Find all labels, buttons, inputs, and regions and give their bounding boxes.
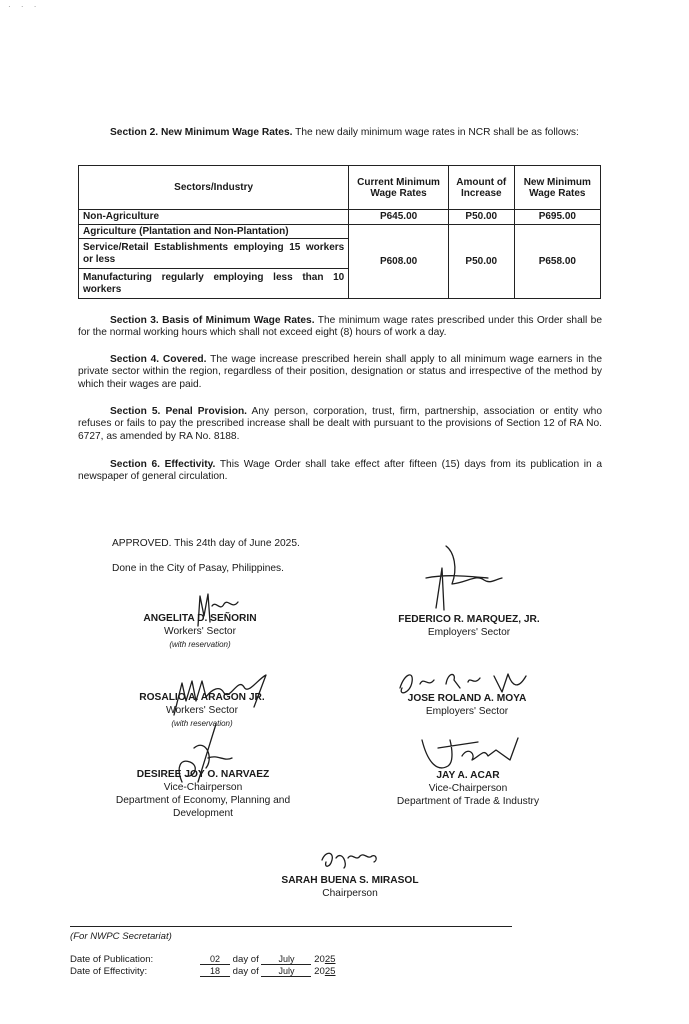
cell-manufacturing: Manufacturing regularly employing less than 10 workers xyxy=(79,269,349,299)
acar-name: JAY A. ACAR xyxy=(436,770,500,781)
publication-day: 02 xyxy=(200,954,230,965)
mirasol-role: Chairperson xyxy=(322,888,378,899)
cell-non-agri-current: P645.00 xyxy=(349,210,449,225)
publication-day-of: day of xyxy=(232,954,259,965)
senorin-name: ANGELITA D. SEÑORIN xyxy=(143,613,257,624)
narvaez-dept-line2: Development xyxy=(172,808,234,819)
header-current-rates: Current Minimum Wage Rates xyxy=(349,166,449,210)
effectivity-year-suffix: 25 xyxy=(324,966,336,977)
senorin-note: (with reservation) xyxy=(169,640,231,649)
effectivity-label: Date of Effectivity: xyxy=(70,966,148,977)
section-6-paragraph xyxy=(78,459,602,484)
effectivity-day: 18 xyxy=(200,966,230,977)
wage-rates-table xyxy=(78,165,601,299)
senorin-role: Workers' Sector xyxy=(164,626,236,637)
publication-date-row xyxy=(70,954,336,965)
section-2-text: The new daily minimum wage rates in NCR shall be as follows: xyxy=(292,127,579,138)
section-3-text: The minimum wage rates prescribed under this Order shall be for the normal working hours which shall not exceed eight (8) hours of work a day. xyxy=(78,315,602,339)
section-5-heading: Section 5. Penal Provision. xyxy=(110,406,247,417)
cell-agriculture: Agriculture (Plantation and Non-Plantation) xyxy=(79,224,349,239)
section-2-heading: Section 2. New Minimum Wage Rates. xyxy=(110,127,293,138)
scan-marks: · · · xyxy=(8,2,41,11)
effectivity-date-row xyxy=(70,966,336,977)
publication-year-prefix: 20 xyxy=(314,954,325,965)
footer-divider xyxy=(70,926,512,927)
approved-line: APPROVED. This 24th day of June 2025. xyxy=(112,538,300,549)
table-row-non-agriculture xyxy=(79,210,601,225)
publication-label: Date of Publication: xyxy=(70,954,154,965)
mirasol-name: SARAH BUENA S. MIRASOL xyxy=(281,875,419,886)
cell-non-agri-new: P695.00 xyxy=(514,210,600,225)
header-new-rates: New Minimum Wage Rates xyxy=(514,166,600,210)
cell-group2-current: P608.00 xyxy=(349,224,449,299)
publication-year-suffix: 25 xyxy=(324,954,336,965)
effectivity-year-prefix: 20 xyxy=(314,966,325,977)
narvaez-dept-line1: Department of Economy, Planning and xyxy=(115,795,291,806)
acar-dept: Department of Trade & Industry xyxy=(396,796,540,807)
moya-handwritten-text: Jose Roland A. Moya xyxy=(394,666,404,667)
narvaez-role: Vice-Chairperson xyxy=(163,782,243,793)
section-3-paragraph xyxy=(78,315,602,340)
section-3-heading: Section 3. Basis of Minimum Wage Rates. xyxy=(110,315,315,326)
narvaez-name: DESIREE JOY O. NARVAEZ xyxy=(136,769,270,780)
marquez-signature xyxy=(406,538,506,620)
cell-group2-increase: P50.00 xyxy=(448,224,514,299)
section-4-text: The wage increase prescribed herein shall apply to all minimum wage earners in the private sector within the region, regardless of their position, designation or status and irrespective of the method by which their wages are paid. xyxy=(78,354,602,390)
aragon-name: ROSALIO A. ARAGON JR. xyxy=(139,692,265,703)
cell-non-agriculture: Non-Agriculture xyxy=(79,210,349,225)
mirasol-signature xyxy=(314,846,384,876)
secretariat-note: (For NWPC Secretariat) xyxy=(70,931,172,942)
marquez-role: Employers' Sector xyxy=(427,627,511,638)
publication-month: July xyxy=(261,954,311,965)
section-2-paragraph xyxy=(78,127,602,139)
acar-role: Vice-Chairperson xyxy=(428,783,508,794)
aragon-note: (with reservation) xyxy=(171,719,233,728)
marquez-name: FEDERICO R. MARQUEZ, JR. xyxy=(398,614,540,625)
moya-name: JOSE ROLAND A. MOYA xyxy=(407,693,527,704)
cell-service-retail: Service/Retail Establishments employing 15 workers or less xyxy=(79,239,349,269)
header-sectors: Sectors/Industry xyxy=(79,166,349,210)
effectivity-day-of: day of xyxy=(232,966,259,977)
cell-non-agri-increase: P50.00 xyxy=(448,210,514,225)
section-6-heading: Section 6. Effectivity. xyxy=(110,459,216,470)
cell-group2-new: P658.00 xyxy=(514,224,600,299)
section-4-paragraph xyxy=(78,354,602,391)
section-6-text: This Wage Order shall take effect after fifteen (15) days from its publication in a newspaper of general circulation. xyxy=(78,459,603,483)
header-amount-increase: Amount of Increase xyxy=(448,166,514,210)
moya-role: Employers' Sector xyxy=(425,706,509,717)
aragon-role: Workers' Sector xyxy=(166,705,238,716)
section-4-heading: Section 4. Covered. xyxy=(110,354,207,365)
section-5-paragraph xyxy=(78,406,602,443)
done-in-line: Done in the City of Pasay, Philippines. xyxy=(112,563,284,574)
table-header-row xyxy=(79,166,601,210)
section-5-text: Any person, corporation, trust, firm, partnership, association or entity who refuses or fails to pay the prescribed increase shall be dealt with pursuant to the provisions of Section 12 of RA No. 6727, as amended by RA No. 8188. xyxy=(78,406,602,442)
table-row-agriculture xyxy=(79,224,601,239)
effectivity-month: July xyxy=(261,966,311,977)
